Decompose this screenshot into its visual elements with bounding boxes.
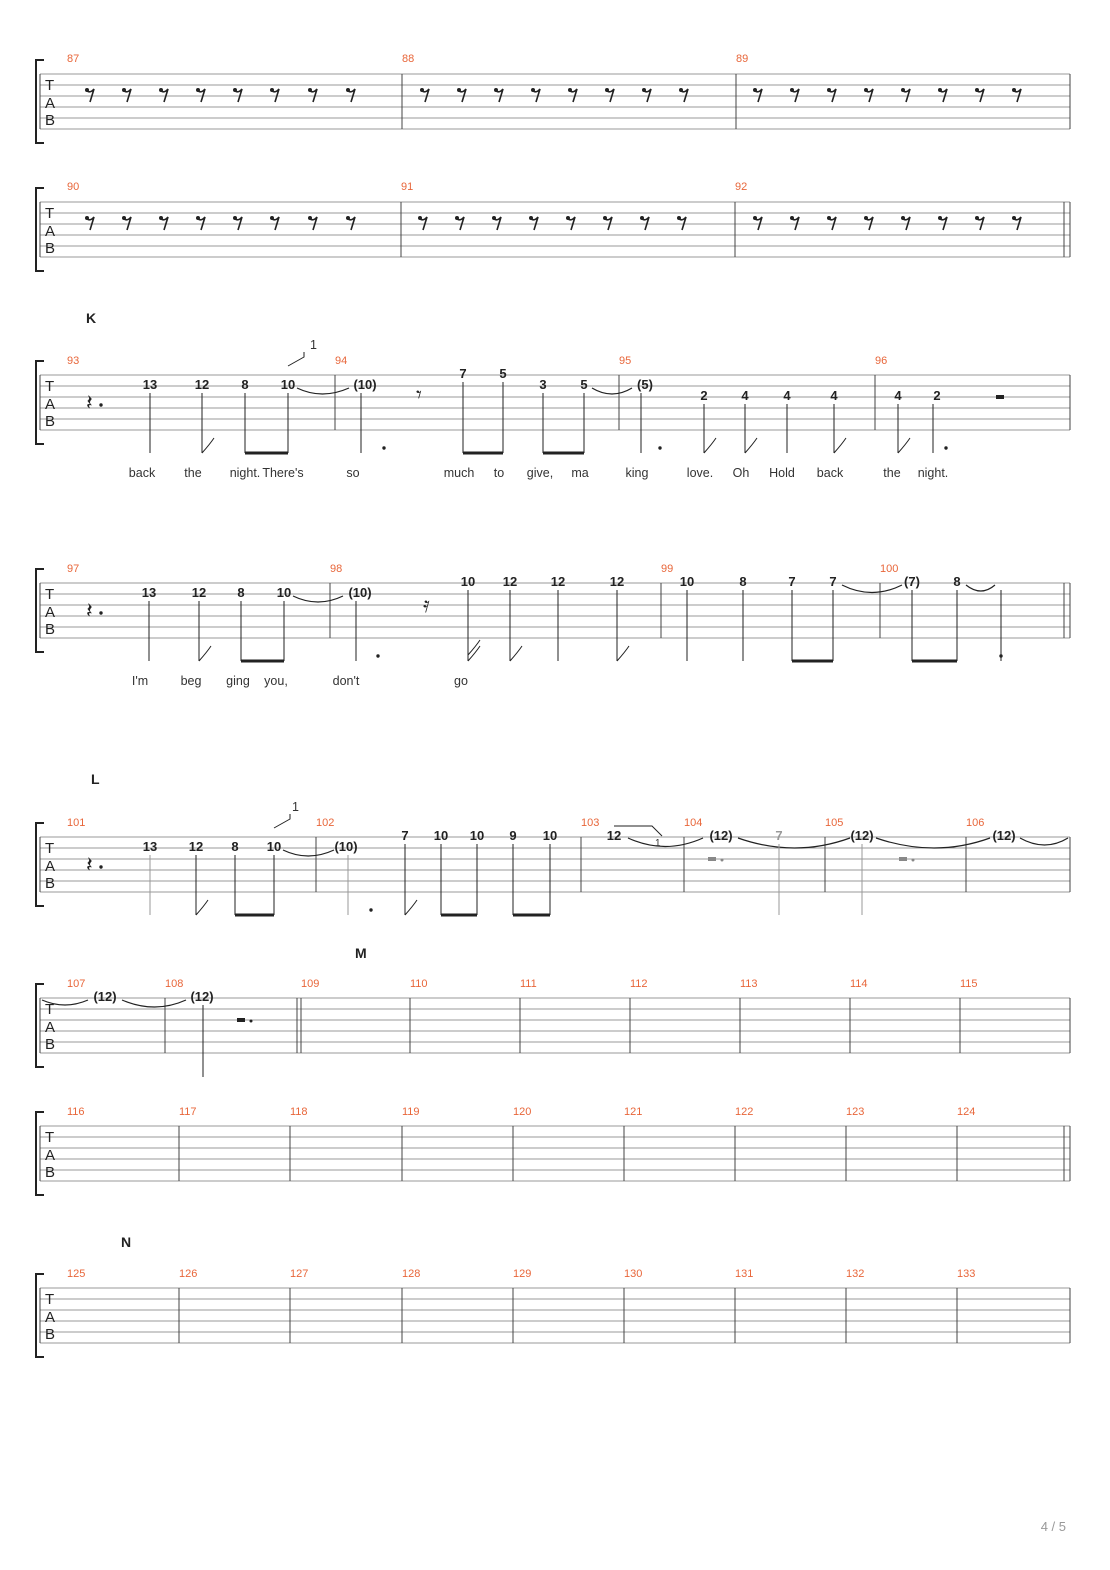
measure-number: 121: [624, 1106, 643, 1118]
lyric: Oh: [732, 466, 750, 480]
measure-number: 120: [513, 1106, 532, 1118]
staff-lines: [40, 202, 1070, 257]
fret-number: 2: [700, 388, 708, 403]
system-3: [36, 310, 1070, 480]
tuplet-bracket: [288, 352, 304, 366]
measure-number: 125: [67, 1268, 86, 1280]
eighth-rest-head: [753, 88, 757, 92]
fret-number: 4: [741, 388, 749, 403]
rest-dot: [99, 865, 102, 868]
fret-number: 7: [775, 828, 783, 843]
page-number: 4 / 5: [1040, 1519, 1066, 1534]
lyric: love.: [686, 466, 714, 480]
eighth-rest-head: [568, 88, 572, 92]
system-4: [36, 563, 1070, 688]
eighth-rest-head: [122, 216, 126, 220]
measure-number: 118: [290, 1106, 308, 1118]
fret-number: (7): [904, 574, 920, 589]
section-marker: M: [355, 945, 367, 961]
lyric: Hold: [769, 466, 795, 480]
fret-number: (12): [93, 989, 117, 1004]
fret-number: (12): [709, 828, 733, 843]
bend-amount: 1: [655, 838, 661, 849]
measure-number: 128: [402, 1268, 421, 1280]
eighth-rest-head: [901, 88, 905, 92]
fret-number: 12: [609, 574, 625, 589]
eighth-rest-head: [679, 88, 683, 92]
lyric: back: [816, 466, 844, 480]
tab-clef-b: B: [45, 240, 56, 257]
fret-number: 8: [241, 377, 249, 392]
staff-lines: [40, 1288, 1070, 1343]
eighth-rest-head: [494, 88, 498, 92]
lyric: give,: [526, 466, 554, 480]
tab-clef-t: T: [45, 586, 55, 603]
eighth-rest-head: [605, 88, 609, 92]
fret-number: 4: [783, 388, 791, 403]
rest-dot: [912, 859, 915, 862]
eighth-rest-head: [346, 88, 350, 92]
half-rest: [237, 1018, 245, 1022]
system-2: [36, 181, 1070, 271]
measure-number: 122: [735, 1106, 754, 1118]
eighth-rest-head: [753, 216, 757, 220]
lyric: ma: [571, 466, 589, 480]
eighth-rest-head: [492, 216, 496, 220]
quarter-rest: 𝄽: [86, 599, 93, 624]
tab-clef-b: B: [45, 875, 56, 892]
stems: [150, 382, 933, 453]
eighth-rest-head: [233, 216, 237, 220]
tuplet-number: 1: [310, 338, 317, 352]
fret-number: 12: [194, 377, 210, 392]
barlines: [40, 1288, 1070, 1343]
measure-number: 133: [957, 1268, 976, 1280]
measure-number: 97: [67, 563, 80, 575]
lyric: to: [493, 466, 505, 480]
barlines: [40, 1126, 1070, 1181]
eighth-rest-head: [566, 216, 570, 220]
eighth-rest-head: [640, 216, 644, 220]
measure-number: 108: [165, 978, 184, 990]
measure-number: 119: [402, 1106, 420, 1118]
tab-clef-t: T: [45, 1291, 55, 1308]
eighth-rests: [85, 88, 1021, 102]
eighth-rest-head: [901, 216, 905, 220]
tab-clef-b: B: [45, 621, 56, 638]
fret-number: (12): [850, 828, 874, 843]
eighth-rest-head: [864, 88, 868, 92]
eighth-rest-head: [346, 216, 350, 220]
tab-clef-t: T: [45, 1001, 55, 1018]
eighth-rest-head: [196, 216, 200, 220]
eighth-rest-head: [308, 88, 312, 92]
fret-number: 10: [679, 574, 695, 589]
fret-number: 10: [460, 574, 476, 589]
measure-number: 93: [67, 355, 80, 367]
tab-clef-b: B: [45, 112, 56, 129]
tuplet-number: 1: [292, 800, 299, 814]
eighth-rest-head: [864, 216, 868, 220]
measure-number: 129: [513, 1268, 532, 1280]
system-5: [36, 771, 1070, 915]
measure-number: 106: [966, 817, 985, 829]
system-8: [36, 1234, 1070, 1357]
tab-clef-t: T: [45, 205, 55, 222]
fret-number: 7: [401, 828, 409, 843]
eighth-rest-head: [1012, 88, 1016, 92]
tab-clef-a: A: [45, 95, 56, 112]
tab-clef-a: A: [45, 396, 56, 413]
eighth-rests: [85, 216, 1021, 230]
lyric: so: [346, 466, 360, 480]
eighth-rest-head: [790, 88, 794, 92]
fret-number: 12: [191, 585, 207, 600]
stems: [150, 844, 862, 915]
rest-dot: [721, 859, 724, 862]
lyric: night.: [229, 466, 261, 480]
tab-clef-a: A: [45, 223, 56, 240]
measure-number: 105: [825, 817, 844, 829]
sixteenth-rest: 𝄿: [423, 593, 430, 618]
eighth-rest-head: [196, 88, 200, 92]
fret-number: 13: [142, 839, 158, 854]
system-6: [36, 945, 1070, 1077]
lyric: don't: [332, 674, 360, 688]
fret-number: (12): [992, 828, 1016, 843]
lyric: There's: [262, 466, 304, 480]
fret-number: 10: [469, 828, 485, 843]
fret-number: 10: [542, 828, 558, 843]
fret-number: 4: [894, 388, 902, 403]
section-marker: L: [91, 771, 100, 787]
tab-clef-a: A: [45, 1019, 56, 1036]
barlines: [40, 202, 1070, 257]
fret-number: (10): [334, 839, 358, 854]
section-marker: N: [121, 1234, 132, 1250]
half-rest: [708, 857, 716, 861]
measure-number: 111: [520, 978, 537, 990]
measure-number: 114: [850, 978, 868, 990]
measure-number: 89: [736, 53, 749, 65]
eighth-rest-head: [233, 88, 237, 92]
eighth-rest-head: [270, 216, 274, 220]
eighth-rest-head: [85, 216, 89, 220]
eighth-rest-head: [308, 216, 312, 220]
tab-clef-t: T: [45, 378, 55, 395]
fret-number: 7: [459, 366, 467, 381]
stems: [149, 590, 1001, 661]
eighth-rest-head: [677, 216, 681, 220]
measure-number: 96: [875, 355, 888, 367]
measure-number: 116: [67, 1106, 85, 1118]
measure-number: 91: [401, 181, 414, 193]
measure-number: 132: [846, 1268, 865, 1280]
fret-number: 8: [231, 839, 239, 854]
measure-number: 87: [67, 53, 80, 65]
fret-number: 12: [188, 839, 204, 854]
fret-number: 7: [788, 574, 796, 589]
tab-clef-t: T: [45, 1129, 55, 1146]
measure-number: 124: [957, 1106, 976, 1118]
eighth-rest-head: [455, 216, 459, 220]
dots: [382, 446, 947, 449]
measure-number: 90: [67, 181, 80, 193]
eighth-rest-head: [790, 216, 794, 220]
eighth-rest-head: [975, 88, 979, 92]
measure-number: 126: [179, 1268, 198, 1280]
lyric: king: [625, 466, 649, 480]
measure-number: 109: [301, 978, 320, 990]
tab-clef-t: T: [45, 840, 55, 857]
eighth-rest-head: [420, 88, 424, 92]
fret-number: 5: [499, 366, 507, 381]
eighth-rest-head: [529, 216, 533, 220]
measure-number: 95: [619, 355, 632, 367]
lyric: the: [184, 466, 202, 480]
eighth-rest-head: [938, 216, 942, 220]
section-marker: K: [86, 310, 97, 326]
measure-number: 115: [960, 978, 978, 990]
tab-clef-b: B: [45, 1164, 56, 1181]
measure-number: 104: [684, 817, 703, 829]
fret-number: 9: [509, 828, 517, 843]
staff-lines: [40, 1126, 1070, 1181]
measure-number: 130: [624, 1268, 643, 1280]
fret-number: 8: [953, 574, 961, 589]
tab-clef-b: B: [45, 413, 56, 430]
tab-clef-b: B: [45, 1036, 56, 1053]
fret-number: 13: [141, 585, 157, 600]
rest-dot: [250, 1020, 253, 1023]
tuplet-bracket: [274, 814, 290, 828]
half-rest: [899, 857, 907, 861]
fret-number: 12: [502, 574, 518, 589]
fret-number: 13: [142, 377, 158, 392]
fret-number: 4: [830, 388, 838, 403]
measure-number: 100: [880, 563, 899, 575]
measure-number: 131: [735, 1268, 754, 1280]
eighth-rest-head: [531, 88, 535, 92]
lyric: go: [454, 674, 468, 688]
eighth-rest-head: [827, 216, 831, 220]
measure-number: 107: [67, 978, 86, 990]
measure-number: 123: [846, 1106, 865, 1118]
eighth-rest: 𝄾: [416, 383, 422, 408]
measure-number: 103: [581, 817, 600, 829]
rest-dot: [99, 611, 102, 614]
staff-lines: [40, 74, 1070, 129]
fret-number: 2: [933, 388, 941, 403]
fret-number: 10: [266, 839, 282, 854]
eighth-rest-head: [85, 88, 89, 92]
eighth-rest-head: [122, 88, 126, 92]
half-rest: [996, 395, 1004, 399]
eighth-rest-head: [603, 216, 607, 220]
system-7: [36, 1106, 1070, 1195]
fret-number: (10): [353, 377, 377, 392]
measure-number: 112: [630, 978, 648, 990]
eighth-rest-head: [159, 216, 163, 220]
barlines: [40, 74, 1070, 129]
fret-number: 5: [580, 377, 588, 392]
measure-number: 101: [67, 817, 86, 829]
fret-number: (5): [637, 377, 653, 392]
measure-number: 110: [410, 978, 428, 990]
fret-number: 8: [739, 574, 747, 589]
dots: [376, 654, 1002, 657]
eighth-rest-head: [418, 216, 422, 220]
eighth-rest-head: [270, 88, 274, 92]
lyric: you,: [264, 674, 288, 688]
measure-number: 98: [330, 563, 343, 575]
eighth-rest-head: [1012, 216, 1016, 220]
measure-number: 99: [661, 563, 674, 575]
fret-number: 8: [237, 585, 245, 600]
dot: [369, 908, 372, 911]
fret-number: 12: [606, 828, 622, 843]
tab-clef-a: A: [45, 858, 56, 875]
quarter-rest: 𝄽: [86, 853, 93, 878]
tab-clef-a: A: [45, 604, 56, 621]
lyric: beg: [180, 674, 202, 688]
fret-number: 10: [433, 828, 449, 843]
fret-number: (10): [348, 585, 372, 600]
eighth-rest-head: [457, 88, 461, 92]
measure-number: 117: [179, 1106, 197, 1118]
system-1: [36, 53, 1070, 143]
measure-number: 88: [402, 53, 415, 65]
tab-clef-t: T: [45, 77, 55, 94]
quarter-rest: 𝄽: [86, 391, 93, 416]
tab-clef-b: B: [45, 1326, 56, 1343]
tab-clef-a: A: [45, 1309, 56, 1326]
lyric: I'm: [131, 674, 149, 688]
fret-number: 10: [276, 585, 292, 600]
fret-number: (12): [190, 989, 214, 1004]
eighth-rest-head: [642, 88, 646, 92]
eighth-rest-head: [827, 88, 831, 92]
lyric: much: [443, 466, 475, 480]
eighth-rest-head: [159, 88, 163, 92]
eighth-rest-head: [975, 216, 979, 220]
fret-number: 12: [550, 574, 566, 589]
tab-clef-a: A: [45, 1147, 56, 1164]
measure-number: 102: [316, 817, 335, 829]
lyric: night.: [917, 466, 949, 480]
staff-lines: [40, 998, 1070, 1053]
rest-dot: [99, 403, 102, 406]
lyric: back: [128, 466, 156, 480]
measure-number: 113: [740, 978, 758, 990]
measure-number: 94: [335, 355, 348, 367]
lyric: ging: [226, 674, 250, 688]
measure-number: 127: [290, 1268, 309, 1280]
fret-number: 7: [829, 574, 837, 589]
measure-number: 92: [735, 181, 748, 193]
lyric: the: [883, 466, 901, 480]
barlines: [40, 998, 1070, 1053]
fret-number: 10: [280, 377, 296, 392]
fret-number: 3: [539, 377, 547, 392]
eighth-rest-head: [938, 88, 942, 92]
